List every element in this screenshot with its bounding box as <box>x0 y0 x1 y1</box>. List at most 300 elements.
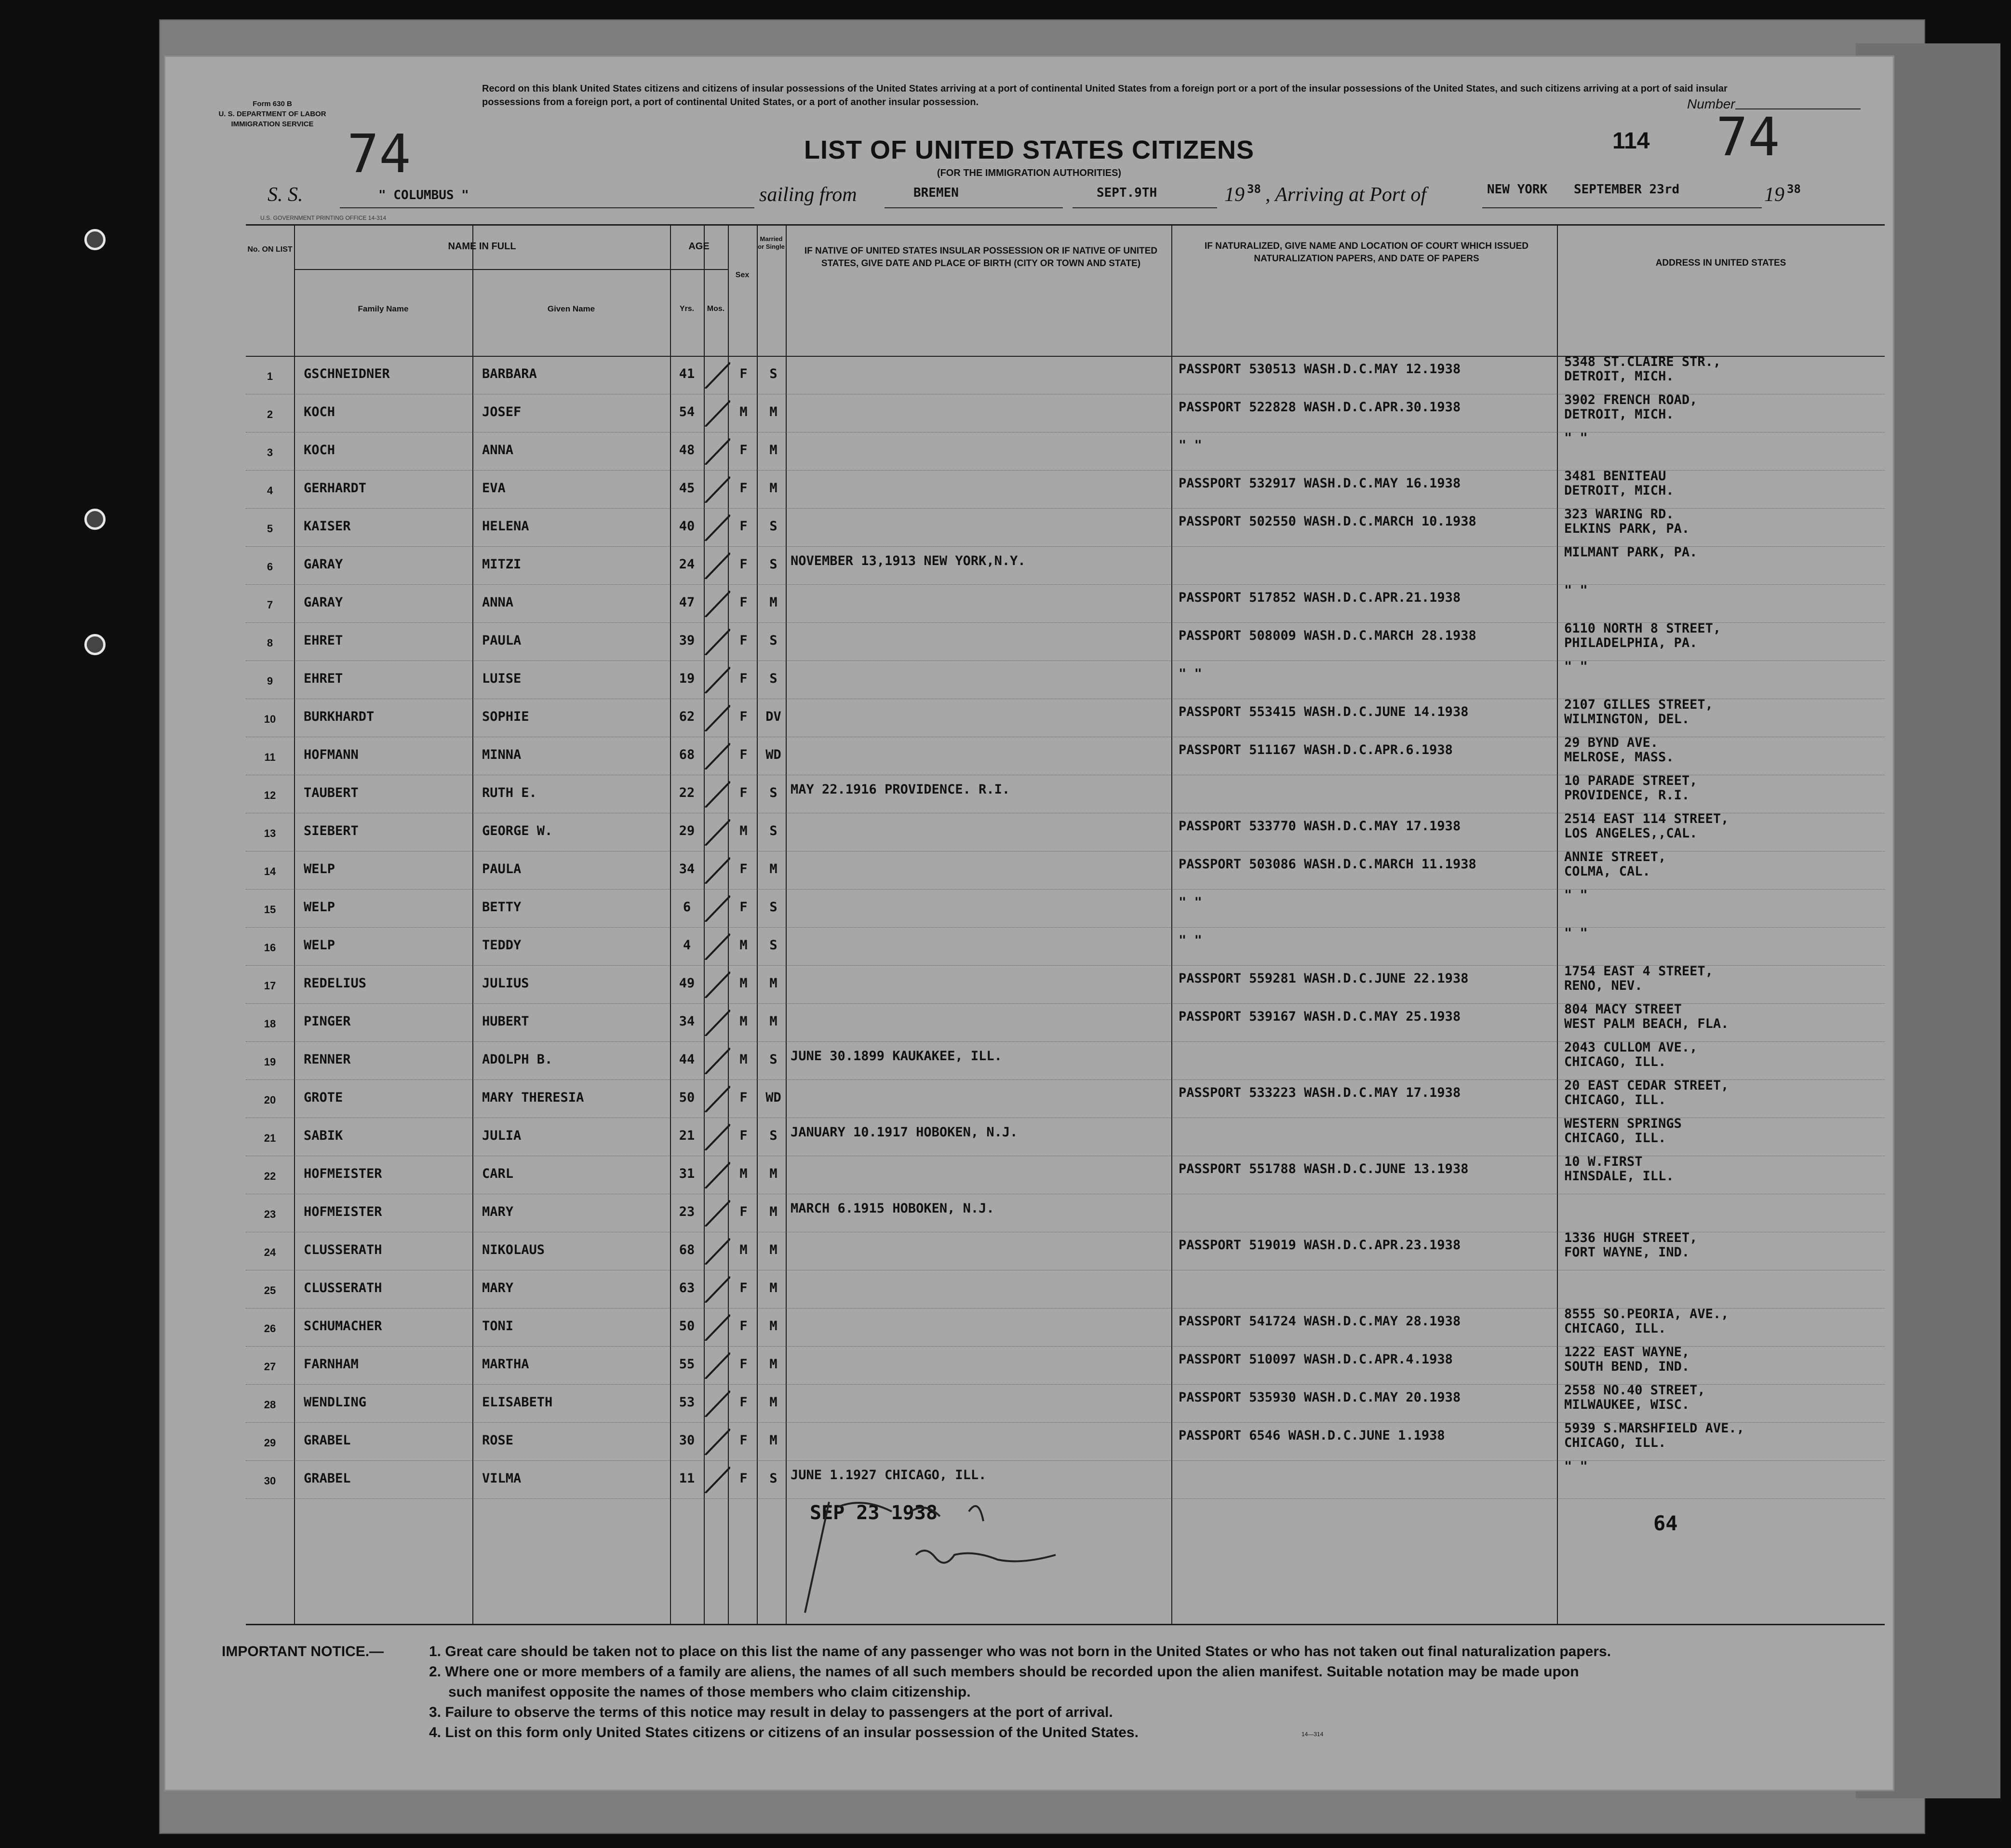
family-name: WENDLING <box>304 1395 367 1410</box>
age-years: 23 <box>679 1204 695 1219</box>
age-years: 55 <box>679 1357 695 1372</box>
address-line-2: DETROIT, MICH. <box>1564 407 1674 422</box>
header-birth: IF NATIVE OF UNITED STATES INSULAR POSSESSION OR IF NATIVE OF UNITED STATES, GIVE DATE AND PLACE OF BIRTH (CITY OR TOWN AND STATE) <box>804 246 1158 269</box>
address <box>1564 1231 1697 1260</box>
header-rule <box>294 269 670 270</box>
family-name: WELP <box>304 862 335 877</box>
address <box>1564 545 1697 560</box>
naturalization-info: PASSPORT 533770 WASH.D.C.MAY 17.1938 <box>1179 819 1461 834</box>
given-name: ADOLPH B. <box>482 1052 553 1067</box>
list-number: 10 <box>264 713 276 725</box>
header-mos: Mos. <box>707 305 725 313</box>
address-line-1: MILMANT PARK, PA. <box>1564 545 1698 560</box>
table-row <box>246 661 1885 699</box>
form-identifier <box>215 99 330 129</box>
family-name: KAISER <box>304 519 351 534</box>
sex: F <box>739 709 748 724</box>
address-line-1: 2107 GILLES STREET, <box>1564 697 1713 712</box>
sailing-port: BREMEN <box>913 186 959 200</box>
sex: M <box>739 1242 748 1257</box>
given-name: GEORGE W. <box>482 823 553 838</box>
given-name: MARTHA <box>482 1357 529 1372</box>
marital-status: S <box>769 366 778 381</box>
check-mark <box>701 1388 730 1417</box>
page-number: 64 <box>1653 1511 1678 1535</box>
age-years: 21 <box>679 1128 695 1143</box>
marital-status: M <box>769 1166 778 1181</box>
list-number: 5 <box>267 523 273 535</box>
check-mark <box>701 855 730 884</box>
sex: M <box>739 976 748 991</box>
inspector-signature <box>766 1492 1104 1618</box>
age-years: 68 <box>679 1242 695 1257</box>
table-row <box>246 470 1885 509</box>
sex: F <box>739 1281 748 1295</box>
address-line-2: MELROSE, MASS. <box>1564 750 1674 765</box>
given-name: MARY THERESIA <box>482 1090 584 1105</box>
arrival-year-prefix: 19 <box>1764 184 1784 206</box>
address-line-1: 5348 ST.CLAIRE STR., <box>1564 354 1721 369</box>
address-line-1: ANNIE STREET, <box>1564 850 1666 864</box>
address <box>1564 431 1588 445</box>
list-number: 15 <box>264 904 276 916</box>
table-row <box>246 775 1885 813</box>
address <box>1564 1383 1705 1412</box>
ship-underline <box>340 207 754 208</box>
family-name: GARAY <box>304 595 343 610</box>
check-mark <box>701 1274 730 1303</box>
sex: F <box>739 557 748 572</box>
address-line-1: " " <box>1564 659 1588 674</box>
header-rule <box>670 269 728 270</box>
family-name: HOFMEISTER <box>304 1204 382 1219</box>
check-mark <box>701 1236 730 1265</box>
naturalization-info: " " <box>1179 933 1202 948</box>
sex: F <box>739 366 748 381</box>
check-mark <box>701 779 730 808</box>
naturalization-info: PASSPORT 530513 WASH.D.C.MAY 12.1938 <box>1179 362 1461 377</box>
voyage-line <box>268 183 1887 212</box>
number-small: 114 <box>1612 128 1650 154</box>
list-number: 7 <box>267 599 273 611</box>
sailing-year: 38 <box>1247 182 1261 196</box>
address <box>1564 1079 1729 1107</box>
address-line-2: ELKINS PARK, PA. <box>1564 521 1690 536</box>
address <box>1564 355 1721 384</box>
binder-hole <box>84 229 106 250</box>
given-name: JULIUS <box>482 976 529 991</box>
sex: F <box>739 595 748 610</box>
given-name: TEDDY <box>482 938 522 953</box>
list-number: 24 <box>264 1246 276 1258</box>
address-line-2: HINSDALE, ILL. <box>1564 1169 1674 1184</box>
table-row <box>246 927 1885 966</box>
marital-status: S <box>769 823 778 838</box>
naturalization-info: PASSPORT 553415 WASH.D.C.JUNE 14.1938 <box>1179 704 1469 719</box>
sex: F <box>739 1128 748 1143</box>
table-row <box>246 889 1885 928</box>
age-years: 47 <box>679 595 695 610</box>
address-line-2: PHILADELPHIA, PA. <box>1564 635 1698 650</box>
naturalization-info: PASSPORT 559281 WASH.D.C.JUNE 22.1938 <box>1179 971 1469 986</box>
address <box>1564 698 1713 727</box>
birth-info: MARCH 6.1915 HOBOKEN, N.J. <box>791 1201 994 1216</box>
list-number: 6 <box>267 561 273 573</box>
given-name: HUBERT <box>482 1014 529 1029</box>
check-mark <box>701 1198 730 1227</box>
list-number: 12 <box>264 789 276 801</box>
given-name: BARBARA <box>482 366 537 381</box>
family-name: GROTE <box>304 1090 343 1105</box>
check-mark <box>701 1121 730 1150</box>
table-row <box>246 965 1885 1004</box>
list-number: 20 <box>264 1094 276 1106</box>
family-name: WELP <box>304 900 335 915</box>
address-line-2: CHICAGO, ILL. <box>1564 1054 1666 1069</box>
check-mark <box>701 741 730 769</box>
marital-status: M <box>769 595 778 610</box>
header-no: No. ON LIST <box>247 245 293 254</box>
table-row <box>246 622 1885 661</box>
naturalization-info: PASSPORT 522828 WASH.D.C.APR.30.1938 <box>1179 400 1461 415</box>
naturalization-info: PASSPORT 532917 WASH.D.C.MAY 16.1938 <box>1179 476 1461 491</box>
naturalization-info: " " <box>1179 666 1202 681</box>
page-subtitle: (FOR THE IMMIGRATION AUTHORITIES) <box>937 168 1122 178</box>
naturalization-info: PASSPORT 508009 WASH.D.C.MARCH 28.1938 <box>1179 628 1476 643</box>
naturalization-info: PASSPORT 6546 WASH.D.C.JUNE 1.1938 <box>1179 1428 1445 1443</box>
address <box>1564 660 1588 674</box>
family-name: SABIK <box>304 1128 343 1143</box>
form-number: Form 630 B <box>253 100 292 108</box>
address <box>1564 1117 1682 1146</box>
table-row <box>246 546 1885 585</box>
birth-info: JUNE 30.1899 KAUKAKEE, ILL. <box>791 1049 1002 1064</box>
naturalization-info: PASSPORT 533223 WASH.D.C.MAY 17.1938 <box>1179 1085 1461 1100</box>
header-age: AGE <box>688 241 710 252</box>
address-line-2: FORT WAYNE, IND. <box>1564 1245 1690 1260</box>
sex: F <box>739 519 748 534</box>
family-name: GARAY <box>304 557 343 572</box>
check-mark <box>701 1007 730 1036</box>
birth-info: JANUARY 10.1917 HOBOKEN, N.J. <box>791 1125 1018 1140</box>
age-years: 11 <box>679 1471 695 1486</box>
notice-item: such manifest opposite the names of those members who claim citizenship. <box>448 1684 971 1700</box>
naturalization-info: PASSPORT 502550 WASH.D.C.MARCH 10.1938 <box>1179 514 1476 529</box>
check-mark <box>701 588 730 617</box>
header-married: Married or Single <box>758 235 785 250</box>
naturalization-info: PASSPORT 511167 WASH.D.C.APR.6.1938 <box>1179 742 1453 757</box>
family-name: SCHUMACHER <box>304 1319 382 1334</box>
address-line-2: WEST PALM BEACH, FLA. <box>1564 1016 1729 1031</box>
family-name: REDELIUS <box>304 976 367 991</box>
marital-status: M <box>769 1242 778 1257</box>
list-number: 29 <box>264 1437 276 1449</box>
naturalization-info: PASSPORT 535930 WASH.D.C.MAY 20.1938 <box>1179 1390 1461 1405</box>
sex: M <box>739 938 748 953</box>
table-row <box>246 1041 1885 1080</box>
naturalization-info: PASSPORT 539167 WASH.D.C.MAY 25.1938 <box>1179 1009 1461 1024</box>
marital-status: M <box>769 481 778 496</box>
family-name: FARNHAM <box>304 1357 359 1372</box>
given-name: JOSEF <box>482 405 522 419</box>
list-number: 8 <box>267 637 273 649</box>
check-mark <box>701 1350 730 1379</box>
sex: F <box>739 862 748 877</box>
birth-info: NOVEMBER 13,1913 NEW YORK,N.Y. <box>791 553 1026 568</box>
check-mark <box>701 474 730 503</box>
marital-status: M <box>769 1433 778 1448</box>
check-mark <box>701 398 730 427</box>
check-mark <box>701 436 730 465</box>
list-number: 28 <box>264 1399 276 1411</box>
age-years: 40 <box>679 519 695 534</box>
sex: F <box>739 443 748 458</box>
age-years: 48 <box>679 443 695 458</box>
age-years: 39 <box>679 633 695 648</box>
list-number: 26 <box>264 1322 276 1335</box>
table-row <box>246 508 1885 547</box>
page-title: LIST OF UNITED STATES CITIZENS <box>804 135 1254 164</box>
notice-lead: IMPORTANT NOTICE.— <box>222 1644 384 1659</box>
address <box>1564 1307 1729 1336</box>
given-name: NIKOLAUS <box>482 1242 545 1257</box>
check-mark <box>701 1464 730 1493</box>
given-name: RUTH E. <box>482 785 537 800</box>
address-line-1: " " <box>1564 888 1588 903</box>
address-line-1: 1222 EAST WAYNE, <box>1564 1345 1690 1360</box>
check-mark <box>701 1160 730 1188</box>
marital-status: S <box>769 633 778 648</box>
marital-status: WD <box>765 1090 781 1105</box>
header-family: Family Name <box>358 304 409 313</box>
address-line-1: " " <box>1564 1459 1588 1474</box>
sex: M <box>739 1052 748 1067</box>
check-mark <box>701 1312 730 1341</box>
address-line-1: 20 EAST CEDAR STREET, <box>1564 1078 1729 1093</box>
list-number: 17 <box>264 980 276 992</box>
age-years: 29 <box>679 823 695 838</box>
marital-status: S <box>769 1471 778 1486</box>
preamble-text: Record on this blank United States citizens and citizens of insular possessions of the United States arriving at a port of continental United States from a foreign port or a port of the insular possessions of the United States, and such citizens arriving at a port of said insular possessions from a foreign port, a port of continental United States, or a port of another insular possession. <box>482 83 1728 108</box>
address-line-2: DETROIT, MICH. <box>1564 483 1674 498</box>
header-yrs: Yrs. <box>679 305 695 313</box>
naturalization-info: PASSPORT 503086 WASH.D.C.MARCH 11.1938 <box>1179 857 1476 872</box>
list-number: 13 <box>264 827 276 839</box>
header-naturalized: IF NATURALIZED, GIVE NAME AND LOCATION OF COURT WHICH ISSUED NATURALIZATION PAPERS, AND DATE OF PAPERS <box>1204 241 1528 264</box>
table-row <box>246 813 1885 851</box>
arriving-label: , Arriving at Port of <box>1265 184 1427 206</box>
age-years: 44 <box>679 1052 695 1067</box>
check-mark <box>701 360 730 389</box>
list-number: 30 <box>264 1475 276 1487</box>
sex: F <box>739 785 748 800</box>
address-line-2: WILMINGTON, DEL. <box>1564 712 1690 727</box>
ship-name: " COLUMBUS " <box>378 188 469 202</box>
list-number: 23 <box>264 1208 276 1220</box>
address <box>1564 926 1588 941</box>
address-line-1: 1336 HUGH STREET, <box>1564 1230 1698 1245</box>
address-line-1: " " <box>1564 431 1588 445</box>
marital-status: M <box>769 405 778 419</box>
sex: F <box>739 1395 748 1410</box>
age-years: 30 <box>679 1433 695 1448</box>
marital-status: S <box>769 785 778 800</box>
address-line-1: 1754 EAST 4 STREET, <box>1564 964 1713 979</box>
list-number: 21 <box>264 1132 276 1144</box>
table-row <box>246 1232 1885 1270</box>
table-row <box>246 1079 1885 1118</box>
age-years: 34 <box>679 1014 695 1029</box>
header-given: Given Name <box>547 304 595 313</box>
given-name: ROSE <box>482 1433 514 1448</box>
check-mark <box>701 664 730 693</box>
header-name: NAME IN FULL <box>448 241 516 252</box>
list-number: 4 <box>267 485 273 497</box>
age-years: 6 <box>683 900 691 915</box>
address-line-2: LOS ANGELES,,CAL. <box>1564 826 1698 841</box>
table-row <box>246 1118 1885 1156</box>
list-number: 11 <box>264 751 276 763</box>
address-line-1: 10 W.FIRST <box>1564 1154 1643 1169</box>
table-row <box>246 699 1885 737</box>
marital-status: S <box>769 1128 778 1143</box>
list-number: 2 <box>267 408 273 420</box>
sex: F <box>739 1090 748 1105</box>
sex: F <box>739 671 748 686</box>
address-line-1: 323 WARING RD. <box>1564 507 1674 522</box>
address-line-2: CHICAGO, ILL. <box>1564 1321 1666 1336</box>
sailing-label: sailing from <box>759 184 857 206</box>
family-name: GRABEL <box>304 1471 351 1486</box>
address-line-1: 2043 CULLOM AVE., <box>1564 1040 1698 1055</box>
binder-hole <box>84 634 106 655</box>
check-mark <box>701 893 730 922</box>
given-name: HELENA <box>482 519 529 534</box>
address-line-1: 29 BYND AVE. <box>1564 735 1659 750</box>
naturalization-info: PASSPORT 517852 WASH.D.C.APR.21.1938 <box>1179 590 1461 605</box>
family-name: SIEBERT <box>304 823 359 838</box>
sex: F <box>739 900 748 915</box>
marital-status: M <box>769 1395 778 1410</box>
given-name: SOPHIE <box>482 709 529 724</box>
address-line-1: 3481 BENITEAU <box>1564 469 1666 484</box>
address-line-2: SOUTH BEND, IND. <box>1564 1359 1690 1374</box>
given-name: ANNA <box>482 443 514 458</box>
list-number: 9 <box>267 675 273 687</box>
sex: F <box>739 1471 748 1486</box>
age-years: 34 <box>679 862 695 877</box>
sex: F <box>739 481 748 496</box>
table-row <box>246 1194 1885 1232</box>
printer-note: U.S. GOVERNMENT PRINTING OFFICE 14-314 <box>260 215 387 221</box>
list-number: 16 <box>264 942 276 954</box>
age-years: 49 <box>679 976 695 991</box>
sex: M <box>739 1014 748 1029</box>
sex: F <box>739 1357 748 1372</box>
address <box>1564 507 1689 536</box>
list-number: 27 <box>264 1361 276 1373</box>
family-name: KOCH <box>304 405 335 419</box>
list-number: 25 <box>264 1284 276 1296</box>
given-name: ANNA <box>482 595 514 610</box>
check-mark <box>701 969 730 998</box>
number-label: Number <box>1687 96 1735 111</box>
address <box>1564 964 1713 993</box>
age-years: 50 <box>679 1319 695 1334</box>
age-years: 41 <box>679 366 695 381</box>
table-row <box>246 851 1885 890</box>
marital-status: S <box>769 557 778 572</box>
service: IMMIGRATION SERVICE <box>231 120 314 128</box>
naturalization-info: PASSPORT 541724 WASH.D.C.MAY 28.1938 <box>1179 1314 1461 1329</box>
form-code: 14—314 <box>1301 1731 1324 1738</box>
family-name: EHRET <box>304 633 343 648</box>
sex: F <box>739 1319 748 1334</box>
marital-status: M <box>769 862 778 877</box>
address-line-1: 6110 NORTH 8 STREET, <box>1564 621 1721 636</box>
age-years: 24 <box>679 557 695 572</box>
family-name: WELP <box>304 938 335 953</box>
address-line-1: 8555 SO.PEORIA, AVE., <box>1564 1307 1729 1322</box>
address-line-1: " " <box>1564 583 1588 598</box>
marital-status: M <box>769 1014 778 1029</box>
sex: M <box>739 1166 748 1181</box>
address-line-2: CHICAGO, ILL. <box>1564 1093 1666 1107</box>
address-line-2: COLMA, CAL. <box>1564 864 1650 879</box>
check-mark <box>701 1045 730 1074</box>
table-row <box>246 1003 1885 1042</box>
given-name: CARL <box>482 1166 514 1181</box>
table-row <box>246 1270 1885 1308</box>
address <box>1564 1459 1588 1474</box>
given-name: TONI <box>482 1319 514 1334</box>
family-name: CLUSSERATH <box>304 1242 382 1257</box>
notice-item: 4. List on this form only United States citizens or citizens of an insular possession of the United States. <box>429 1725 1139 1740</box>
address <box>1564 774 1697 803</box>
address <box>1564 888 1588 903</box>
given-name: EVA <box>482 481 506 496</box>
table-row <box>246 1384 1885 1423</box>
arrival-port: NEW YORK <box>1487 182 1548 197</box>
given-name: MITZI <box>482 557 522 572</box>
address-line-1: 2514 EAST 114 STREET, <box>1564 811 1729 826</box>
department: U. S. DEPARTMENT OF LABOR <box>218 110 326 118</box>
given-name: PAULA <box>482 633 522 648</box>
sex: M <box>739 823 748 838</box>
table-row <box>246 1346 1885 1385</box>
passenger-table <box>246 224 1885 1625</box>
address-line-1: 10 PARADE STREET, <box>1564 773 1698 788</box>
address-line-2: DETROIT, MICH. <box>1564 369 1674 384</box>
sailing-date: SEPT.9TH <box>1097 186 1157 200</box>
naturalization-info: " " <box>1179 438 1202 453</box>
age-years: 62 <box>679 709 695 724</box>
arrival-year: 38 <box>1787 182 1801 196</box>
birth-info: MAY 22.1916 PROVIDENCE. R.I. <box>791 782 1010 797</box>
check-mark <box>701 626 730 655</box>
naturalization-info: " " <box>1179 895 1202 910</box>
family-name: HOFMEISTER <box>304 1166 382 1181</box>
family-name: EHRET <box>304 671 343 686</box>
check-mark <box>701 702 730 731</box>
family-name: BURKHARDT <box>304 709 375 724</box>
table-row <box>246 1156 1885 1194</box>
binder-hole <box>84 509 106 530</box>
age-years: 45 <box>679 481 695 496</box>
address <box>1564 812 1729 841</box>
given-name: BETTY <box>482 900 522 915</box>
marital-status: S <box>769 938 778 953</box>
